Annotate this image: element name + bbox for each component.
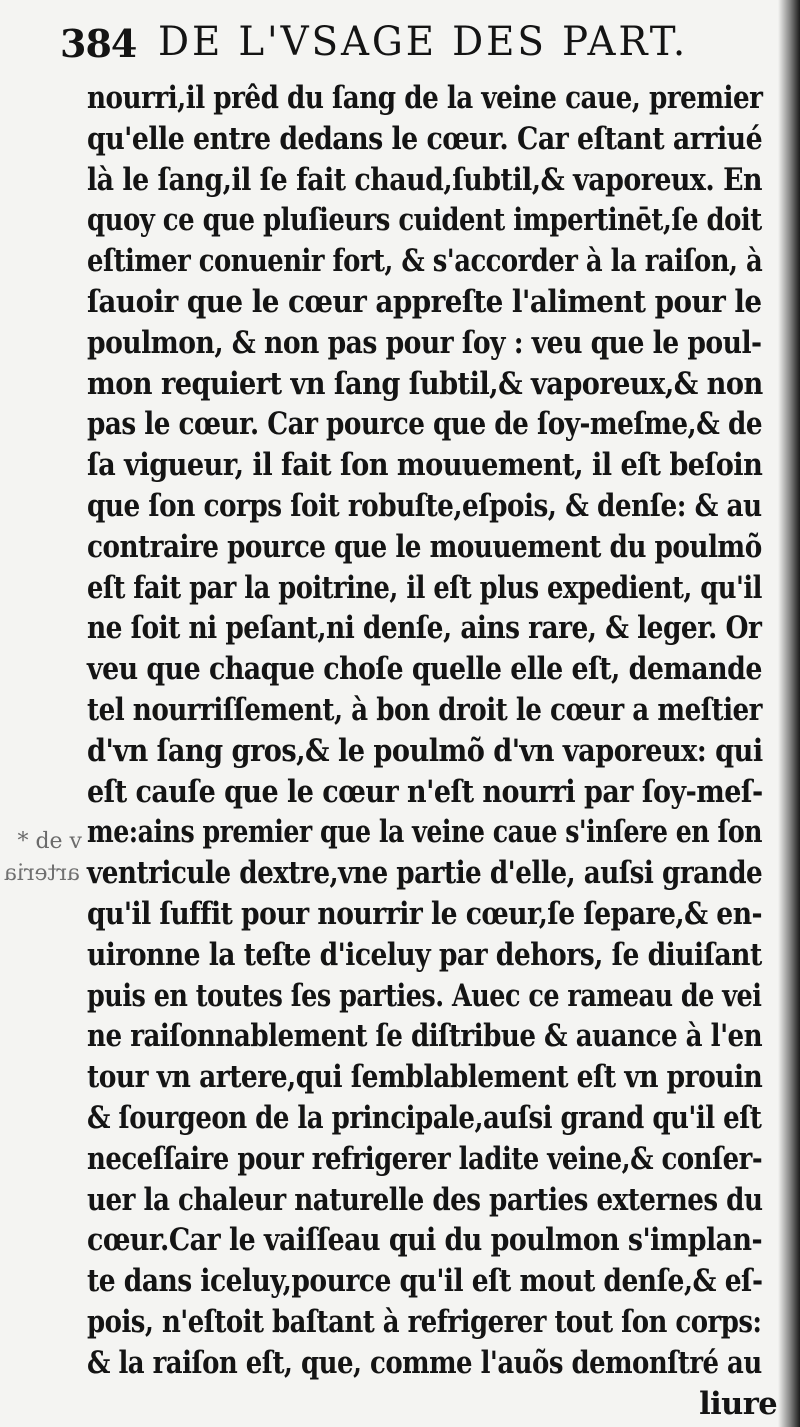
text-line: uironne la teſte d'iceluy par dehors, ſe diuiſant <box>87 936 762 973</box>
margin-note <box>0 826 82 890</box>
text-line: eſt fait par la poitrine, il eſt plus expedient, qu'il <box>87 569 762 606</box>
text-line: quoy ce que pluſieurs cuident impertinēt,ſe doit <box>87 202 762 239</box>
catchword: liure <box>699 1385 777 1422</box>
text-line: me:ains premier que la veine caue s'inſere en ſon <box>87 814 763 851</box>
text-line: & ſourgeon de la principale,auſsi grand qu'il eſt <box>87 1099 762 1136</box>
text-line: neceſſaire pour refrigerer ladite veine,& conſer- <box>87 1140 763 1177</box>
text-line: ſa vigueur, il fait ſon mouuement, il eſt beſoin <box>87 447 763 484</box>
margin-note-line: * de v <box>17 829 82 854</box>
text-line: mon requiert vn ſang ſubtil,& vaporeux,& non <box>87 365 763 402</box>
page-number: 384 <box>60 21 137 66</box>
text-line: que ſon corps ſoit robuſte,eſpois, & denſe: & au <box>87 487 762 524</box>
text-line: qu'il ſuffit pour nourrir le cœur,ſe ſepare,& en- <box>87 895 763 932</box>
text-line: pois, n'eſtoit baſtant à refrigerer tout ſon corps: <box>87 1303 762 1340</box>
text-line: ne ſoit ni peſant,ni denſe, ains rare, & leger. Or <box>87 610 762 647</box>
body-text <box>87 78 777 1424</box>
text-line: poulmon, & non pas pour ſoy : veu que le poul- <box>87 324 762 361</box>
text-line: qu'elle entre dedans le cœur. Car eſtant arriué <box>87 120 763 157</box>
page-gutter-shadow <box>778 0 800 1427</box>
text-line: contraire pource que le mouuement du poulmõ <box>87 528 762 565</box>
text-line: ne raiſonnablement ſe diſtribue & auance à l'en <box>87 1018 763 1055</box>
text-line: te dans iceluy,pource qu'il eſt mout denſe,& eſ- <box>87 1263 763 1300</box>
text-line: cœur.Car le vaiſſeau qui du poulmon s'implan- <box>87 1222 763 1259</box>
text-line: tel nourriſſement, à bon droit le cœur a meſtier <box>87 691 762 728</box>
text-line: eſt cauſe que le cœur n'eſt nourri par ſoy-meſ- <box>87 773 763 810</box>
text-line: d'vn ſang gros,& le poulmõ d'vn vaporeux: qui <box>87 732 763 769</box>
running-head: DE L'VSAGE DES PART. <box>158 19 689 65</box>
text-line: ſauoir que le cœur appreſte l'aliment pour le <box>87 283 762 320</box>
text-line: nourri,il prêd du ſang de la veine caue, premier <box>87 80 763 116</box>
text-line: uer la chaleur naturelle des parties externes du <box>87 1181 763 1218</box>
text-line: ventricule dextre,vne partie d'elle, auſsi grande <box>87 855 763 892</box>
text-line: & la raiſon eſt, que, comme l'auõs demonſtré au <box>87 1344 762 1381</box>
text-line: là le ſang,il ſe fait chaud,ſubtil,& vaporeux. En <box>87 161 763 198</box>
text-line: eſtimer conuenir fort, & s'accorder à la raiſon, à <box>87 243 763 280</box>
text-line: tour vn artere,qui ſemblablement eſt vn prouin <box>87 1059 763 1096</box>
text-line: puis en toutes ſes parties. Auec ce rameau de vei <box>87 977 762 1014</box>
text-line: pas le cœur. Car pource que de ſoy-meſme,& de <box>87 406 763 443</box>
text-line: veu que chaque choſe quelle elle eſt, demande <box>87 651 762 688</box>
margin-note-line-bleed: arteria <box>3 861 80 886</box>
